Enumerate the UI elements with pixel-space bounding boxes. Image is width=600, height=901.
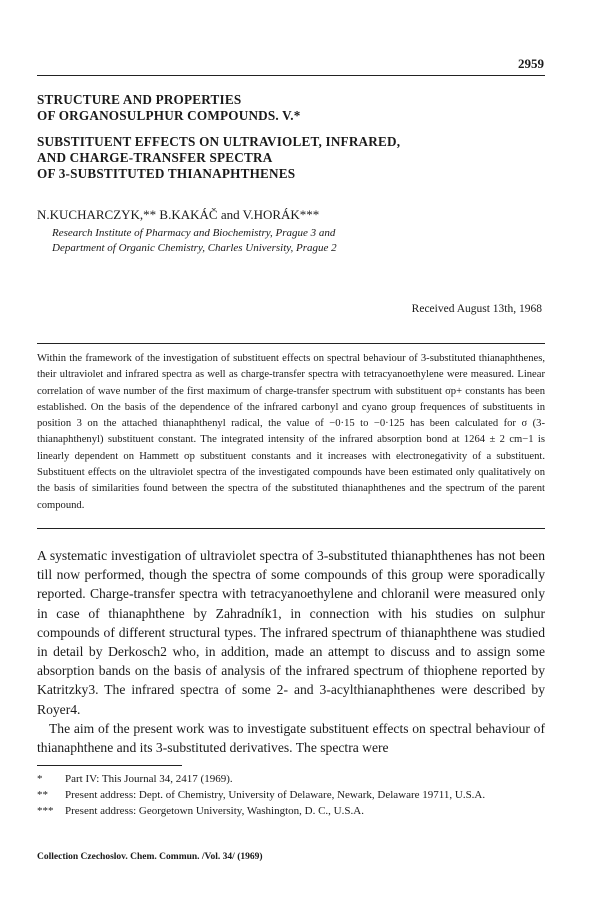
affiliation-line: Department of Organic Chemistry, Charles University, Prague 2 (52, 242, 337, 254)
series-title-line: OF ORGANOSULPHUR COMPOUNDS. V.* (37, 108, 301, 123)
article-title-line: AND CHARGE-TRANSFER SPECTRA (37, 150, 273, 165)
page-number: 2959 (518, 56, 544, 71)
abstract-rule-bottom (37, 528, 545, 529)
footnotes (37, 771, 545, 819)
affiliation-line: Research Institute of Pharmacy and Biochemistry, Prague 3 and (52, 227, 336, 239)
footnote-mark: * (37, 773, 43, 785)
footnote (37, 771, 545, 787)
body-paragraph: The aim of the present work was to investigate substituent effects on spectral behaviour of thianaphthene and its 3-substituted derivatives. The spectra were (37, 720, 545, 756)
body-text (37, 546, 545, 757)
footnote (37, 803, 545, 819)
abstract: Within the framework of the investigation of substituent effects on spectral behaviour of 3-substituted thianaphthenes, their ultraviolet and infrared spectra as well as charge-transfer spectra with tetracyanoethylene were measured. Linear correlation of wave number of the first maximum of charge-transfer spectrum with substituent σp+ constants has been established. On the basis of the dependence of the infrared carbonyl and cyano group frequences of substituents in position 3 on the attached thianaphthenyl radical, the value of −0·15 to −0·125 has been calculated for σ (3-thianaphthenyl) substituent constant. The integrated intensity of the infrared absorption bond at 1264 ± 2 cm−1 is linearly dependent on Hammett σp substituent constants and it increases with electronegativity of a substituent. Substituent effects on the ultraviolet spectra of the investigated compounds have been estimated only qualitatively on the basis of similarities found between the spectra of the substituted thianaphthenes and the spectrum of the parent compound. (37, 353, 545, 511)
authors: N.KUCHARCZYK,** B.KAKÁČ and V.HORÁK*** (37, 207, 320, 222)
article-title-line: OF 3-SUBSTITUTED THIANAPHTHENES (37, 166, 296, 181)
abstract-rule-top (37, 343, 545, 344)
body-paragraph: A systematic investigation of ultraviolet spectra of 3-substituted thianaphthenes has not been till now performed, though the spectra of some compounds of this group were sporadically reported. Charge-transfer spectra with tetracyanoethylene and chloranil were measured only in case of thianaphthene by Zahradník1, in connection with his studies on sulphur compounds of different structural types. The infrared spectrum of thianaphthene was studied in detail by Derkosch2 who, in addition, made an attempt to discuss and to assign some absorption bands on the basis of analysis of the infrared spectrum of thiophene reported by Katritzky3. The infrared spectra of some 2- and 3-acylthianaphthenes were described by Royer4. (37, 548, 545, 717)
footnote-rule (37, 765, 182, 766)
series-title (37, 92, 557, 124)
footnote-text: Present address: Dept. of Chemistry, University of Delaware, Newark, Delaware 19711, U.S.A. (65, 789, 486, 801)
footnote (37, 787, 545, 803)
article-title-line: SUBSTITUENT EFFECTS ON ULTRAVIOLET, INFRARED, (37, 134, 401, 149)
series-title-line: STRUCTURE AND PROPERTIES (37, 92, 242, 107)
footnote-text: Part IV: This Journal 34, 2417 (1969). (65, 773, 233, 785)
header-rule (37, 75, 545, 76)
footnote-text: Present address: Georgetown University, Washington, D. C., U.S.A. (65, 805, 364, 817)
footnote-mark: ** (37, 789, 48, 801)
article-title (37, 134, 557, 182)
footnote-mark: *** (37, 805, 54, 817)
journal-footer: Collection Czechoslov. Chem. Commun. /Vol. 34/ (1969) (37, 852, 263, 862)
affiliation (52, 226, 337, 256)
received-date: Received August 13th, 1968 (411, 303, 542, 315)
